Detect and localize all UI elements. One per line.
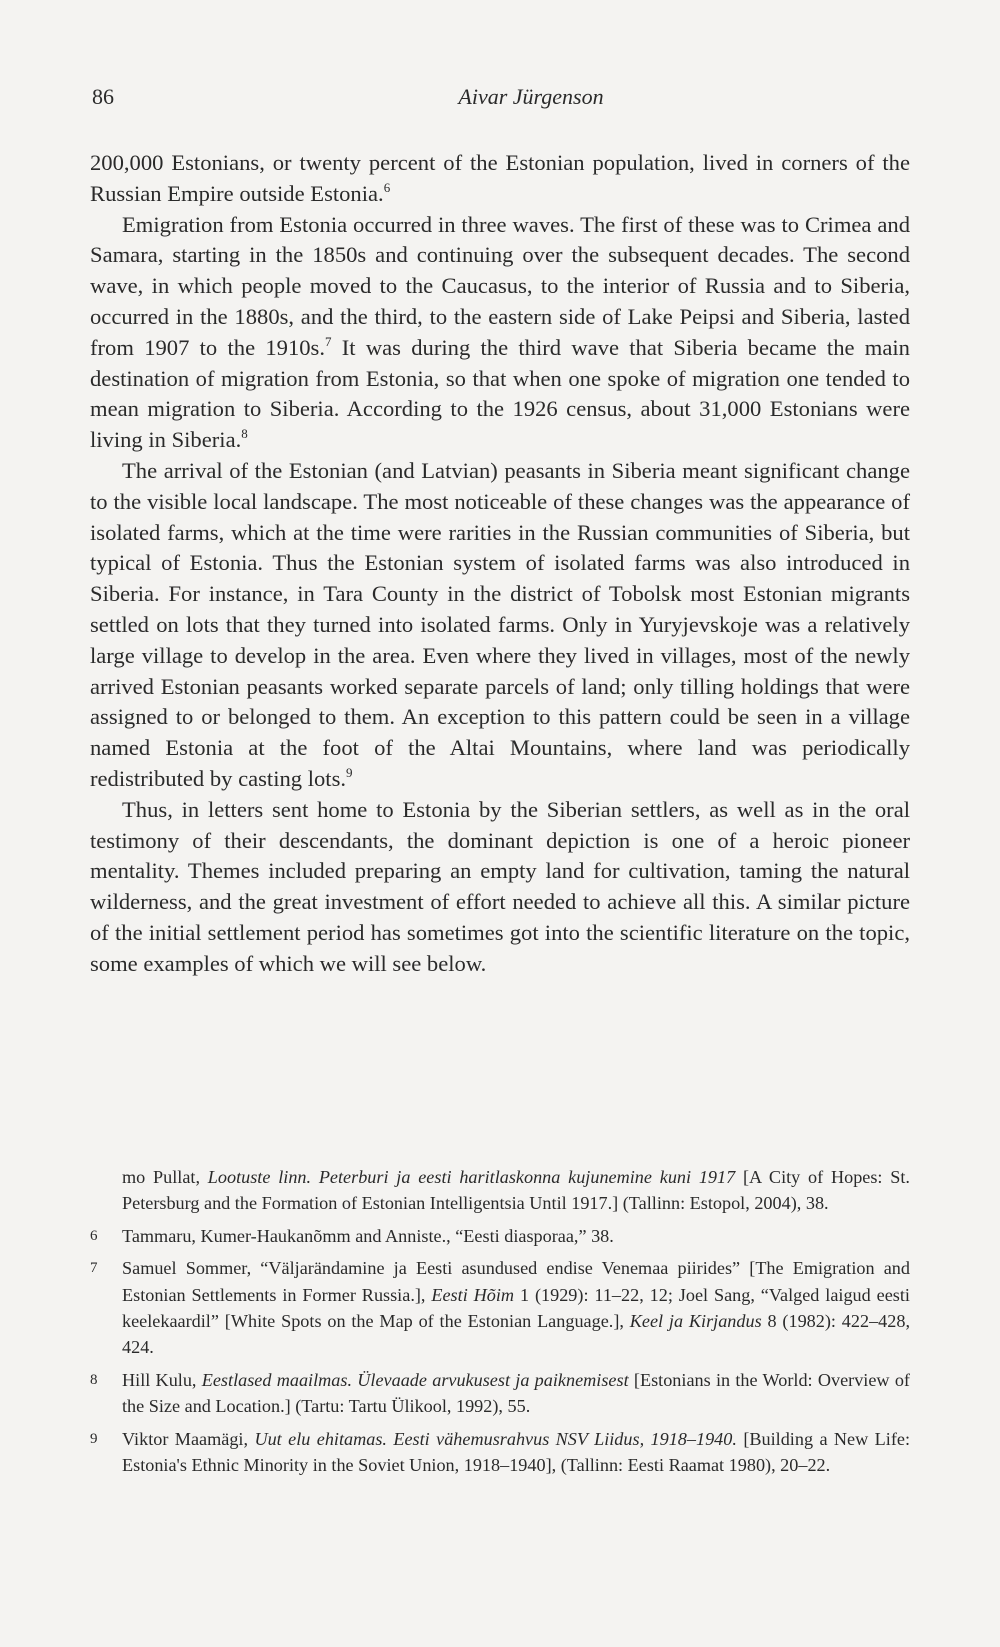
paragraph-text: 200,000 Estonians, or twenty percent of the Estonian population, lived in corners of the Russian Empire outside Estonia.	[90, 150, 910, 206]
footnote-text: Viktor Maamägi,	[122, 1428, 255, 1449]
footnote-number: 8	[90, 1371, 98, 1388]
footnote-text: 1 (1929): 11–22, 12; Joel Sang, “Valged laigud eesti keelekaardil” [White Spots on the Map of the Estonian Language.],	[122, 1284, 910, 1332]
paragraph-1	[90, 148, 910, 210]
page-number: 86	[92, 84, 114, 109]
footnote-text: Tammaru, Kumer-Haukanõmm and Anniste., “Eesti diasporaa,” 38.	[122, 1225, 614, 1246]
footnote-title: Keel ja Kirjandus	[629, 1311, 762, 1332]
footnote-8	[90, 1367, 910, 1420]
footnote-number: 7	[90, 1260, 98, 1277]
paragraph-4	[90, 795, 910, 980]
footnote-title: Eestlased maailmas. Ülevaade arvukusest ja paiknemisest	[201, 1369, 629, 1390]
footnote-ref-8[interactable]: 8	[241, 426, 248, 442]
running-title-author: Aivar Jürgenson	[458, 84, 604, 109]
footnote-7	[90, 1255, 910, 1361]
footnote-text: mo Pullat,	[122, 1167, 208, 1187]
footnote-number: 6	[90, 1227, 98, 1244]
footnote-text: [Building a New Life: Estonia's Ethnic Minority in the Soviet Union, 1918–1940], (Tallinn: Eesti Raamat 1980), 20–22.	[122, 1428, 911, 1476]
footnote-9	[90, 1426, 910, 1479]
footnote-ref-9[interactable]: 9	[346, 764, 353, 780]
paragraph-3	[90, 456, 910, 795]
footnote-title: Lootuste linn. Peterburi ja eesti haritlaskonna kujunemine kuni 1917	[207, 1167, 736, 1187]
footnote-continuation	[90, 1164, 910, 1217]
paragraph-text: The arrival of the Estonian (and Latvian) peasants in Siberia meant significant change to the visible local landscape. The most noticeable of these changes was the appearance of isolated farms, which at the time were rarities in the Russian communities of Siberia, but typical of Estonia. Thus the Estonian system of isolated farms was also introduced in Siberia. For instance, in Tara County in the district of Tobolsk most Estonian migrants settled on lots that they turned into isolated farms. Only in Yuryjevskoje was a relatively large village to develop in the area. Even where they lived in villages, most of the newly arrived Estonian peasants worked separate parcels of land; only tilling holdings that were assigned to or belonged to them. An exception to this pattern could be seen in a village named Estonia at the foot of the Altai Mountains, where land was periodically redistributed by casting lots.	[90, 457, 910, 791]
paragraph-2	[90, 210, 910, 456]
footnote-6	[90, 1223, 910, 1249]
footnote-title: Uut elu ehitamas. Eesti vähemusrahvus NSV Liidus, 1918–1940.	[254, 1428, 737, 1449]
body-text	[90, 148, 910, 980]
footnote-number: 9	[90, 1430, 98, 1447]
footnote-ref-6[interactable]: 6	[383, 179, 391, 195]
paragraph-text: It was during the third wave that Siberia became the main destination of migration from Estonia, so that when one spoke of migration one tended to mean migration to Siberia. According to the 1926 census, about 31,000 Estonians were living in Siberia.	[90, 334, 910, 453]
footnote-text: [A City of Hopes: St. Petersburg and the Formation of Estonian Intelligentsia Until 1917.] (Tallinn: Estopol, 2004), 38.	[122, 1167, 910, 1214]
footnote-text: [Estonians in the World: Overview of the Size and Location.] (Tartu: Tartu Ülikool, 1992), 55.	[122, 1369, 910, 1417]
footnote-text: Hill Kulu,	[122, 1369, 202, 1390]
running-head	[92, 84, 910, 116]
footnote-text: Samuel Sommer, “Väljarändamine ja Eesti asundused endise Venemaa piirides” [The Emigration and Estonian Settlements in Former Russia.],	[122, 1258, 910, 1305]
paragraph-text: Thus, in letters sent home to Estonia by the Siberian settlers, as well as in the oral testimony of their descendants, the dominant depiction is one of a heroic pioneer mentality. Themes included preparing an empty land for cultivation, taming the natural wilderness, and the great investment of effort needed to achieve all this. A similar picture of the initial settlement period has sometimes got into the scientific literature on the topic, some examples of which we will see below.	[90, 796, 910, 976]
footnotes	[90, 1164, 910, 1484]
footnote-text: 8 (1982): 422–428, 424.	[122, 1311, 910, 1358]
footnote-ref-7[interactable]: 7	[325, 333, 332, 349]
footnote-title: Eesti Hõim	[431, 1284, 515, 1305]
paragraph-text: Emigration from Estonia occurred in three waves. The first of these was to Crimea and Samara, starting in the 1850s and continuing over the subsequent decades. The second wave, in which people moved to the Caucasus, to the interior of Russia and to Siberia, occurred in the 1880s, and the third, to the eastern side of Lake Peipsi and Siberia, lasted from 1907 to the 1910s.	[90, 211, 910, 360]
